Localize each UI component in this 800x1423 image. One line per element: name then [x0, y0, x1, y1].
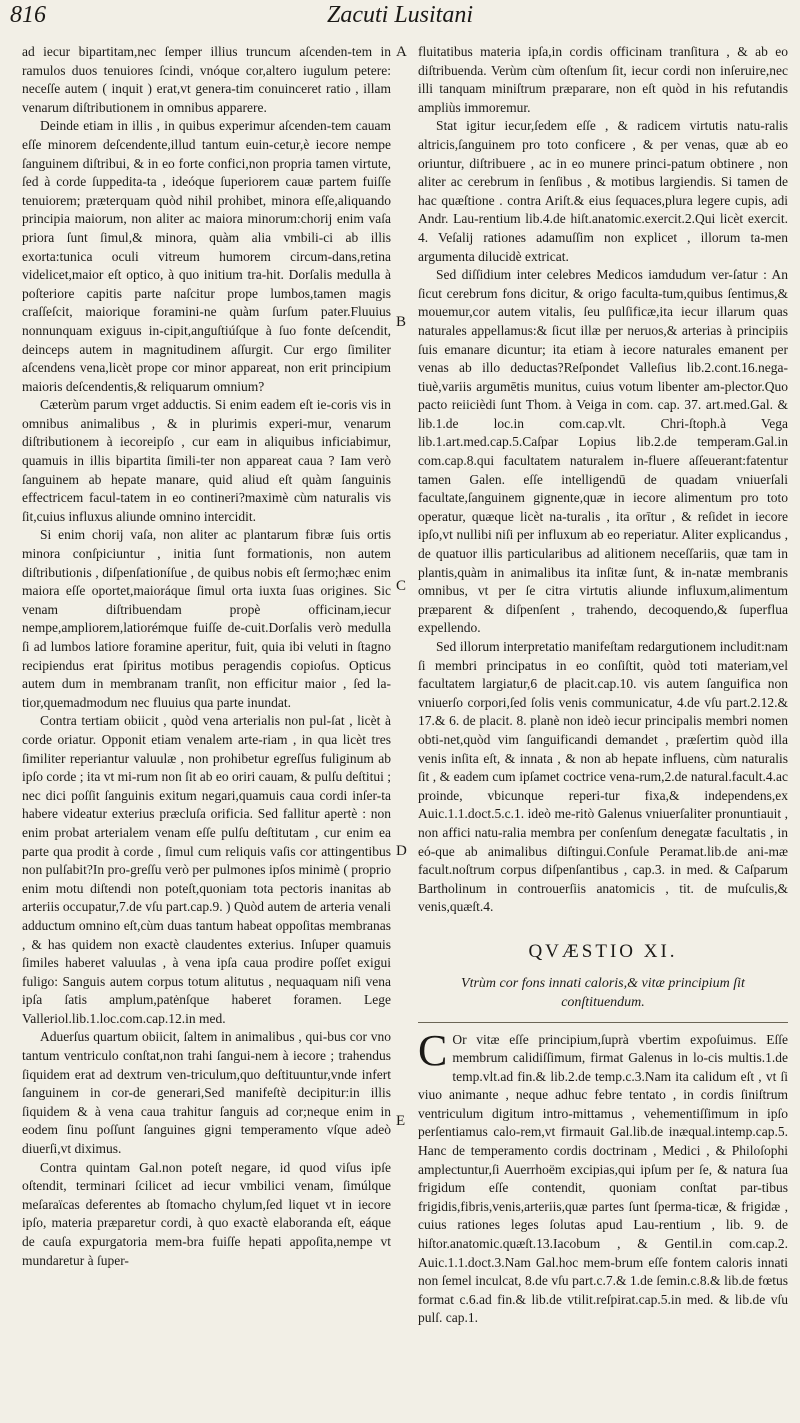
right-column	[418, 43, 788, 1418]
paragraph: Sed diſſidium inter celebres Medicos iamdudum ver-ſatur : An ſicut cerebrum fons dicitur, & origo faculta-tum,quibus ſentimus,& mouemur,cor autem vitalis, ſeu pulſificæ,ita iecur illarum quas naturales appellamus:& ſicut illæ per neruos,& arterias à principiis ſuis emanare dicuntur; ita etiam à iecore naturales emanent per venas ab illo deductas?Reſpondet Valleſius lib.2.cont.16.nega-tiuè,variis argumētis munitus, cuius votum libenter am-plector.Quo pacto reiicièdi ſunt Thom. à Veiga in com. cap. 37. art.med.Gal. & lib.1.de loc.in com.cap.vlt. Chri-ſtoph.à Vega lib.1.art.med.cap.5.Caſpar Lopius lib.2.de temperam.Gal.in com.cap.8.qui facultatem naturalem in-fluere aſſeuerant:fatentur tamen Galen. eſſe intelligendū de quadam vniuerſali facultate,ſanguinem gignente,quæ in iecore alimentum pro toto operatur, quæque licèt na-turalis , ita orītur , & reſidet in iecore ipſo,vt nullibi niſi per influxum ab eo reperiatur. Aliter explicandus , de quatuor illis particularibus ad alitionem neceſſariis, quæ tam in plantis,quàm in animalibus ita inſitæ ſunt, & in-natæ membranis omnibus, vt per ſe citra virtutis aliunde influxum,alimentum præparent & diſpenſent , trahendo, decoquendo,& ſuperflua expellendo.	[418, 267, 788, 636]
paragraph: Si enim chorij vaſa, non aliter ac plantarum fibræ ſuis ortis minora conſpiciuntur , initia ſunt formationis, non autem diſtributionis , diſpenſationíſue , de quibus nobis eſt ſermo;hæc enim maiora eſſe oportet,maioráque ſimul orta iuxta ſuas origines. Sic venam diſtribuendam propè officinam,iecur nempe,ampliorem,latiorémque fuiſſe de-cuit.Dorſalis verò medulla ſi ad lumbos latiore foramine aperitur, fuit, quia ibi veluti in ſtagno recipiendus erat ſpiritus motibus peragendis copioſus. Opticus autem dum in membranam tranſit, non efficitur maior , ſed la-tior,quemadmodum nec fluuius qua parte inundat.	[22, 527, 391, 710]
margin-letter-d: D	[396, 843, 407, 859]
paragraph: Cæterùm parum vrget adductis. Si enim eadem eſt ie-coris vis in omnibus animalibus , & in plurimis experi-mur, venarum diſtributionem à iecoreipſo , cur eam in aliquibus inficiabimur, quamuis in illis bipartita ſimili-ter non appareat caua ? Iam verò ſanguinem ab hepate manare, quid aliud eſt quàm ſanguinis effectricem facul-tatem in eo contineri?maximè cùm naturalis vis ſit,cuius influxus aliunde omnino intercidit.	[22, 397, 391, 524]
section-rule	[418, 1022, 788, 1023]
paragraph: Aduerſus quartum obiicit, ſaltem in animalibus , qui-bus cor vno tantum ventriculo conſtat,non trahi ſangui-nem à iecore ; trahendus ſiquidem erat ad dextrum ven-triculum,quo deſtituuntur,vnde infert ſanguinem in cor-de generari,Sed manifeſtè decipitur:in illis ſiquidem & à vena caua trahitur ſanguis ad cor;neque enim in eodem ſinu poſſunt ſanguines gigni temperamento vſque adeò diuerſi,vt diximus.	[22, 1029, 391, 1157]
quaestio-subtitle: Vtrùm cor fons innati caloris,& vitæ principium ſit conſtituendum.	[461, 975, 745, 1010]
paragraph: Deinde etiam in illis , in quibus experimur aſcenden-tem cauam eſſe minorem deſcendente,illud tantum euin-cetur,è iecore nempe ſanguinem diſtribui, & in eo forte confici,non propria tamen virtute, ſed à corde ſuppedita-ta , ideóque ſuperiorem cauæ partem fuiſſe tenuiorem; præterquam quòd nihil prohibet, minora eſſe,aliquando principia maiorum, non aliter ac maiora minorum:chorij enim vaſa priora ſunt ſimul,& minora, quàm alia vmbili-ci ab illis exorta:tunica oculi vitreum humorem circum-dans,retina videlicet,maior eſt optico, à quo initium tra-hit. Dorſalis medulla à poſteriore capitis parte naſcitur prope lumbos,tamen magis craſſeſcit, maiorique foramini-ne quàm ſurſum pater.Fluuius nonnunquam exiguus in-cipit,anguſtiúſque à ſuo fonte deſcendit, deinceps autem in magnitudinem aſſurgit. Cur ergo ſimiliter aſcendens vena,licèt prope cor minor appareat, non erit principium maioris deſcendentis,& reliquarum omnium?	[22, 118, 391, 394]
margin-letter-e: E	[396, 1113, 406, 1129]
drop-cap: C	[418, 1025, 448, 1075]
paragraph-with-dropcap	[418, 1025, 788, 1329]
paragraph: Contra quintam Gal.non poteſt negare, id quod viſus ipſe oſtendit, terminari ſcilicet ad iecur vmbilici venam, ſimúlque meſaraïcas deferentes ab ſtomacho chylum,ſed liquet vt in iecore ipſo, materia præparetur cordi, à quo exactè elaboranda eſt, eáque de cauſa expurgatoria mem-bra fuiſſe hepati appoſita,nempe vt mundaretur à ſuper-	[22, 1159, 391, 1268]
margin-letter-b: B	[396, 314, 407, 330]
page-number: 816	[10, 2, 46, 28]
page-header	[0, 0, 800, 40]
paragraph: Sed illorum interpretatio manifeſtam redargutionem includit:nam ſi membri principatus in eo conſiſtit, quòd toti materiam,vel facultatem largiatur,6 de placit.cap.10. vis autem ſanguifica non vniuerſo corpori,ſed ſolis venis communicatur, 4.de vſu part.2.12.& 17.& 6. de placit. 8. planè non ideò iecur principalis membri nomen obti-net,quòd vim ſanguificandi demandet , præſertim quòd illa venis inſita eſt, & innata , & non ab hepate influens, cùm naturalis ſit , & eadem cum ipſamet coctrice vena-rum,2.de natural.facult.4.ac proinde, vbicunque reperi-tur fixa,& independens,ex Auic.1.1.doct.5.c.1. ideò me-ritò Galenus vniuerſaliter pronuntiauit , non affici natu-ralia membra per conſenſum denegatæ facultatis , in eó-que ab animalibus diſtingui.Conſule Peramat.lib.de ani-mæ facult.noſtrum corpus diſpenſantibus , cap.3. in med. & Caſparum Bartholinum in controuerſiis anatomicis , tit. de muſculis,& venis,quæſt.4.	[418, 639, 788, 915]
paragraph: ad iecur bipartitam,nec ſemper illius truncum aſcenden-tem in ramulos duos tenuiores ſcindi, vnóque cor,altero iugulum petere: neceſſe autem ( inquit ) erat,vt genera-tim conuinceret ratio , illam venarum diſtributionem in omnibus apparere.	[22, 44, 391, 115]
margin-letter-a: A	[396, 44, 407, 60]
margin-letter-c: C	[396, 578, 407, 594]
paragraph: fluitatibus materia ipſa,in cordis officinam tranſitura , & ab eo diſtribuenda. Verùm cùm oſtenſum ſit, iecur cordi non inſeruire,nec illi tanquam miniſtrum præparare, non eſt quòd in his refutandis ampliùs immoremur.	[418, 44, 788, 115]
paragraph-text: Or vitæ eſſe principium,ſuprà vbertim expoſuimus. Eſſe membrum calidiſſimum, firmat Galenus in lo-cis multis.1.de temp.vlt.ad fin.& lib.2.de temp.c.3.Nam ita calidum eſt , vt ſi viuo animante , neque adhuc febre tentato , in cordis ſiniſtrum ventriculum digitum intro-mittamus , vehementiſſimum in ipſo perſentiamus calo-rem,vt firmauit Gal.lib.de inæqual.intemp.cap.5. Hanc de temperamento cordis doctrinam , Medici , & Philoſophi amplectuntur,ſi Auerrhoëm excipias,qui ipſum per ſe, & natura ſua frigidum eſſe contendit, quoniam conſtat par-tibus frigidis,fibris,venis,arteriis,quæ partes ſunt ſperma-ticæ, & frigidæ , cuius rationes leges ſolutas apud Lau-rentium , lib. 9. de hiſtor.anatomic.quæſt.13.Iacobum , & Gentil.in com.cap.2. Auic.1.1.doct.3.Nam Gal.hoc mem-brum eſſe fontem caloris innati non ſemel inculcat, 8.de vſu part.c.7.& 1.de ſemin.c.8.& lib.de fœtus format c.6.ad fin.& lib.de vtilit.reſpirat.cap.5.in med. & lib.de vſu pulſ. cap.1.	[418, 1031, 788, 1326]
quaestio-title: QVÆSTIO XI.	[528, 940, 678, 962]
paragraph: Contra tertiam obiicit , quòd vena arterialis non pul-ſat , licèt à corde oriatur. Opponit etiam venalem arte-riam , in qua licèt tres ſimiliter reperiantur valuulæ , non prohibetur egreſſus fuliginum ab ipſo corde ; ita vt mi-rum non ſit ab eo oriri cauam, & pulſu deſtitui ; nec dici poſſit ſanguinis exitum negari,quamuis caua cordi inſer-ta habere videatur exterius præcluſa orificia. Sed fallitur apertè : non enim probat arterialem venam eſſe pulſu deſtitutam , cur enim ea parte qua prodit à corde , ſimul cum reliquis vaſis cor attingentibus non pulſabit?In pro-greſſu verò per pulmones ipſos minimè ( proprio enim motu diſtendi non poteſt,quoniam tota pectoris inanitas ab arteriis occupatur,7.de vſu part.cap.9. ) Quòd autem de arteria venali adductum omnino eſt,cùm duas tantum habeat oppoſitas membranas , & has quidem non exactè claudentes exterius. Inſuper quamuis ſimiles haberet valuulas , à vena ipſa caua prodire poſſet exigui fuligo: Sanguis autem corpus totum alitutus , nequaquam niſi vena ipſa ſatis amplum,patėnſque haberet foramen. Lege Valleriol.lib.1.loc.com.cap.12.in med.	[22, 713, 391, 1026]
running-head: Zacuti Lusitani	[326, 2, 474, 28]
paragraph: Stat igitur iecur,ſedem eſſe , & radicem virtutis natu-ralis altricis,ſanguinem pro toto conficere , & per venas, quæ ab eo oriuntur, diſtribuere , ac in eo munere princi-patum obtinere , non aliter ac cerebrum in ſenſibus , & motibus largiendis. Si tamen de hac quæſtione . contra Ariſt.& eius ſequaces,plura legere cupis, adi Andr. Lau-rentium lib.4.de hiſt.anatomic.exercit.2.Qui licèt exercit. 4. Veſalij rationes adamuſſim non explicet , illorum ta-men argumenta dilucidè extricat.	[418, 118, 788, 264]
left-column	[22, 43, 391, 1418]
